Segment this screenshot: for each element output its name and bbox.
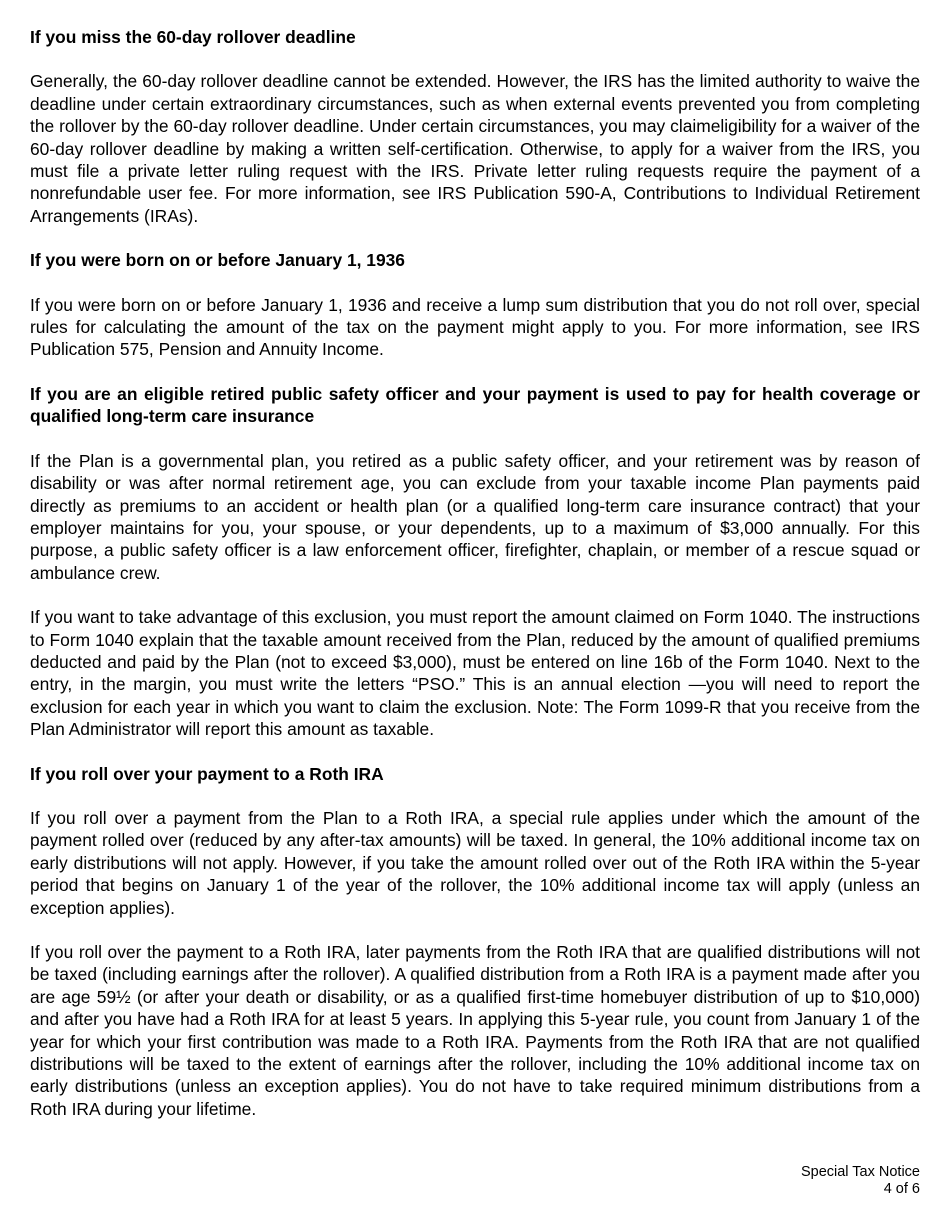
page-footer [801, 1164, 920, 1198]
section-paragraph: If the Plan is a governmental plan, you retired as a public safety officer, and your retirement was by reason of disability or was after normal retirement age, you can exclude from your taxable income Plan payments paid directly as premiums to an accident or health plan (or a qualified long-term care insurance contract) that your employer maintains for you, your spouse, or your dependents, up to a maximum of $3,000 annually. For this purpose, a public safety officer is a law enforcement officer, firefighter, chaplain, or member of a rescue squad or ambulance crew. [30, 450, 920, 583]
section-heading: If you miss the 60-day rollover deadline [30, 27, 356, 47]
section-heading: If you roll over your payment to a Roth IRA [30, 763, 384, 784]
section-paragraph: If you were born on or before January 1, 1936 and receive a lump sum distribution that you do not roll over, special rules for calculating the amount of the tax on the payment might apply to you. For more information, see IRS Publication 575, Pension and Annuity Income. [30, 294, 920, 360]
page-number: 4 of 6 [883, 1181, 920, 1197]
section-heading: If you are an eligible retired public safety officer and your payment is used to pay for health coverage or qualified long-term care insurance [30, 383, 920, 427]
section-roth-ira-rollover [30, 763, 920, 1121]
section-paragraph: If you want to take advantage of this exclusion, you must report the amount claimed on Form 1040. The instructions to Form 1040 explain that the taxable amount received from the Plan, reduced by the amount of qualified premiums deducted and paid by the Plan (not to exceed $3,000), must be entered on line 16b of the Form 1040. Next to the entry, in the margin, you must write the letters “PSO.” This is an annual election —you will need to report the exclusion for each year in which you want to claim the exclusion. Note: The Form 1099-R that you receive from the Plan Administrator will report this amount as taxable. [30, 607, 920, 740]
section-paragraph: If you roll over a payment from the Plan to a Roth IRA, a special rule applies under which the amount of the payment rolled over (reduced by any after-tax amounts) will be taxed. In general, the 10% additional income tax on early distributions will not apply. However, if you take the amount rolled over out of the Roth IRA within the 5-year period that begins on January 1 of the year of the rollover, the 10% additional income tax will apply (unless an exception applies). [30, 807, 920, 918]
document-page [30, 26, 920, 1142]
section-public-safety-officer [30, 383, 920, 741]
section-paragraph: Generally, the 60-day rollover deadline cannot be extended. However, the IRS has the limited authority to waive the deadline under certain extraordinary circumstances, such as when external events prevented you from completing the rollover by the 60-day rollover deadline. Under certain circumstances, you may claimeligibility for a waiver of the 60-day rollover deadline by making a written self-certification. Otherwise, to apply for a waiver from the IRS, you must file a private letter ruling request with the IRS. Private letter ruling requests require the payment of a nonrefundable user fee. For more information, see IRS Publication 590-A, Contributions to Individual Retirement Arrangements (IRAs). [30, 71, 920, 226]
section-born-before-1936 [30, 249, 920, 361]
footer-title: Special Tax Notice [800, 1164, 920, 1180]
section-paragraph: If you roll over the payment to a Roth IRA, later payments from the Roth IRA that are qualified distributions will not be taxed (including earnings after the rollover). A qualified distribution from a Roth IRA is a payment made after you are age 59½ (or after your death or disability, or as a qualified first-time homebuyer distribution of up to $10,000) and after you have had a Roth IRA for at least 5 years. In applying this 5-year rule, you count from January 1 of the year for which your first contribution was made to a Roth IRA. Payments from the Roth IRA that are not qualified distributions will be taxed to the extent of earnings after the rollover, including the 10% additional income tax on early distributions (unless an exception applies). You do not have to take required minimum distributions from a Roth IRA during your lifetime. [30, 942, 920, 1119]
section-heading: If you were born on or before January 1, 1936 [30, 250, 405, 271]
section-missed-rollover-deadline [30, 26, 920, 227]
